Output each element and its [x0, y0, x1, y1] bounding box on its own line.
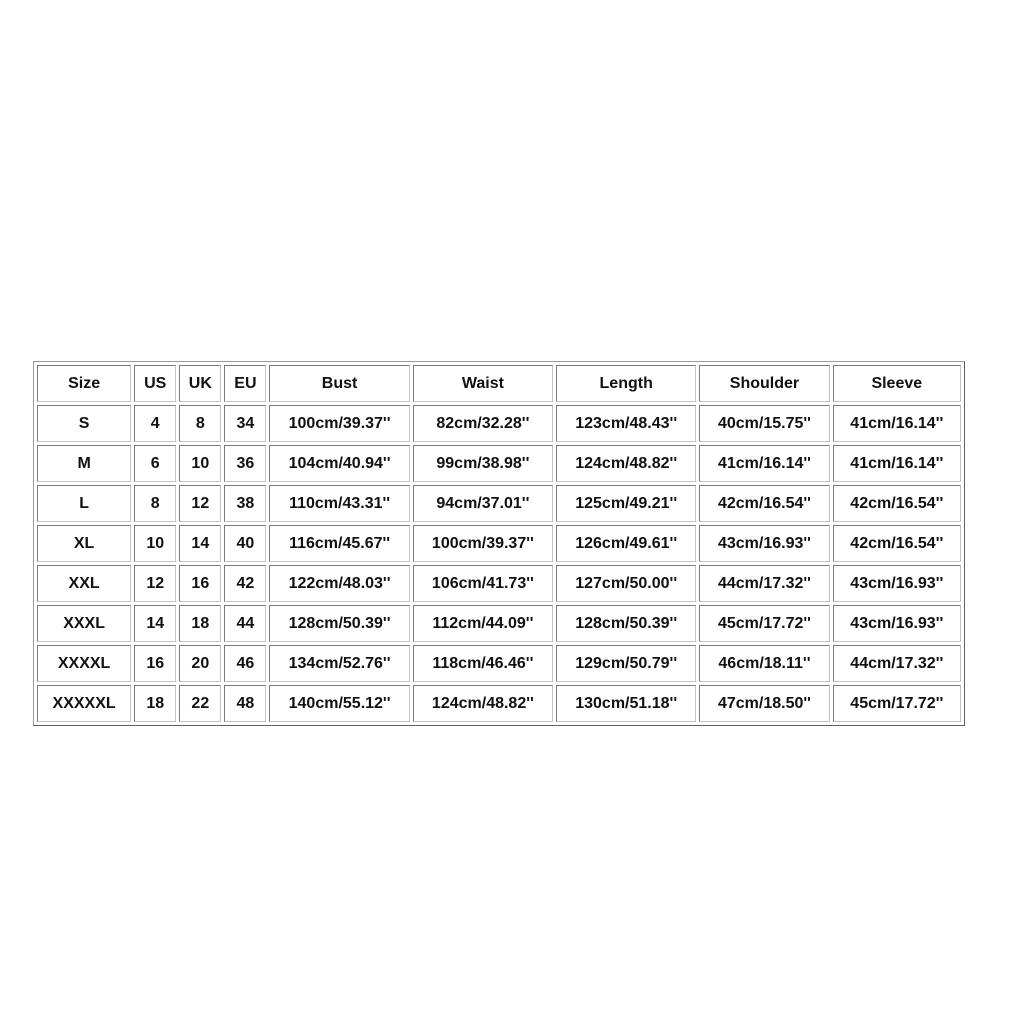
header-sleeve: Sleeve [833, 365, 961, 402]
size-cell: XL [37, 525, 131, 562]
shoulder-cell: 45cm/17.72'' [699, 605, 829, 642]
uk-cell: 12 [179, 485, 221, 522]
size-cell: XXXL [37, 605, 131, 642]
bust-cell: 134cm/52.76'' [269, 645, 409, 682]
table-row [37, 685, 961, 722]
uk-cell: 8 [179, 405, 221, 442]
header-uk: UK [179, 365, 221, 402]
waist-cell: 99cm/38.98'' [413, 445, 553, 482]
uk-cell: 16 [179, 565, 221, 602]
sleeve-cell: 41cm/16.14'' [833, 445, 961, 482]
eu-cell: 42 [224, 565, 266, 602]
header-length: Length [556, 365, 696, 402]
us-cell: 4 [134, 405, 176, 442]
length-cell: 125cm/49.21'' [556, 485, 696, 522]
length-cell: 130cm/51.18'' [556, 685, 696, 722]
eu-cell: 46 [224, 645, 266, 682]
length-cell: 128cm/50.39'' [556, 605, 696, 642]
shoulder-cell: 40cm/15.75'' [699, 405, 829, 442]
bust-cell: 116cm/45.67'' [269, 525, 409, 562]
uk-cell: 18 [179, 605, 221, 642]
uk-cell: 14 [179, 525, 221, 562]
table-row [37, 405, 961, 442]
shoulder-cell: 47cm/18.50'' [699, 685, 829, 722]
bust-cell: 128cm/50.39'' [269, 605, 409, 642]
waist-cell: 106cm/41.73'' [413, 565, 553, 602]
size-cell: M [37, 445, 131, 482]
uk-cell: 20 [179, 645, 221, 682]
header-shoulder: Shoulder [699, 365, 829, 402]
length-cell: 124cm/48.82'' [556, 445, 696, 482]
size-chart-table [33, 361, 965, 726]
size-cell: S [37, 405, 131, 442]
bust-cell: 110cm/43.31'' [269, 485, 409, 522]
uk-cell: 22 [179, 685, 221, 722]
header-waist: Waist [413, 365, 553, 402]
bust-cell: 104cm/40.94'' [269, 445, 409, 482]
header-eu: EU [224, 365, 266, 402]
shoulder-cell: 46cm/18.11'' [699, 645, 829, 682]
sleeve-cell: 42cm/16.54'' [833, 485, 961, 522]
shoulder-cell: 43cm/16.93'' [699, 525, 829, 562]
bust-cell: 140cm/55.12'' [269, 685, 409, 722]
eu-cell: 36 [224, 445, 266, 482]
table-row [37, 605, 961, 642]
length-cell: 126cm/49.61'' [556, 525, 696, 562]
header-size: Size [37, 365, 131, 402]
shoulder-cell: 44cm/17.32'' [699, 565, 829, 602]
waist-cell: 94cm/37.01'' [413, 485, 553, 522]
sleeve-cell: 45cm/17.72'' [833, 685, 961, 722]
shoulder-cell: 42cm/16.54'' [699, 485, 829, 522]
us-cell: 18 [134, 685, 176, 722]
eu-cell: 44 [224, 605, 266, 642]
table-row [37, 525, 961, 562]
size-cell: XXL [37, 565, 131, 602]
eu-cell: 34 [224, 405, 266, 442]
length-cell: 123cm/48.43'' [556, 405, 696, 442]
bust-cell: 100cm/39.37'' [269, 405, 409, 442]
length-cell: 127cm/50.00'' [556, 565, 696, 602]
uk-cell: 10 [179, 445, 221, 482]
sleeve-cell: 42cm/16.54'' [833, 525, 961, 562]
waist-cell: 112cm/44.09'' [413, 605, 553, 642]
us-cell: 6 [134, 445, 176, 482]
shoulder-cell: 41cm/16.14'' [699, 445, 829, 482]
sleeve-cell: 41cm/16.14'' [833, 405, 961, 442]
waist-cell: 82cm/32.28'' [413, 405, 553, 442]
table-body [37, 405, 961, 722]
size-cell: L [37, 485, 131, 522]
sleeve-cell: 43cm/16.93'' [833, 605, 961, 642]
us-cell: 8 [134, 485, 176, 522]
table-header-row [37, 365, 961, 402]
waist-cell: 100cm/39.37'' [413, 525, 553, 562]
sleeve-cell: 43cm/16.93'' [833, 565, 961, 602]
sleeve-cell: 44cm/17.32'' [833, 645, 961, 682]
size-cell: XXXXXL [37, 685, 131, 722]
eu-cell: 48 [224, 685, 266, 722]
us-cell: 14 [134, 605, 176, 642]
header-us: US [134, 365, 176, 402]
table-row [37, 645, 961, 682]
eu-cell: 40 [224, 525, 266, 562]
us-cell: 12 [134, 565, 176, 602]
us-cell: 10 [134, 525, 176, 562]
size-cell: XXXXL [37, 645, 131, 682]
waist-cell: 124cm/48.82'' [413, 685, 553, 722]
table-row [37, 565, 961, 602]
table-row [37, 445, 961, 482]
waist-cell: 118cm/46.46'' [413, 645, 553, 682]
bust-cell: 122cm/48.03'' [269, 565, 409, 602]
us-cell: 16 [134, 645, 176, 682]
header-bust: Bust [269, 365, 409, 402]
eu-cell: 38 [224, 485, 266, 522]
length-cell: 129cm/50.79'' [556, 645, 696, 682]
table-row [37, 485, 961, 522]
